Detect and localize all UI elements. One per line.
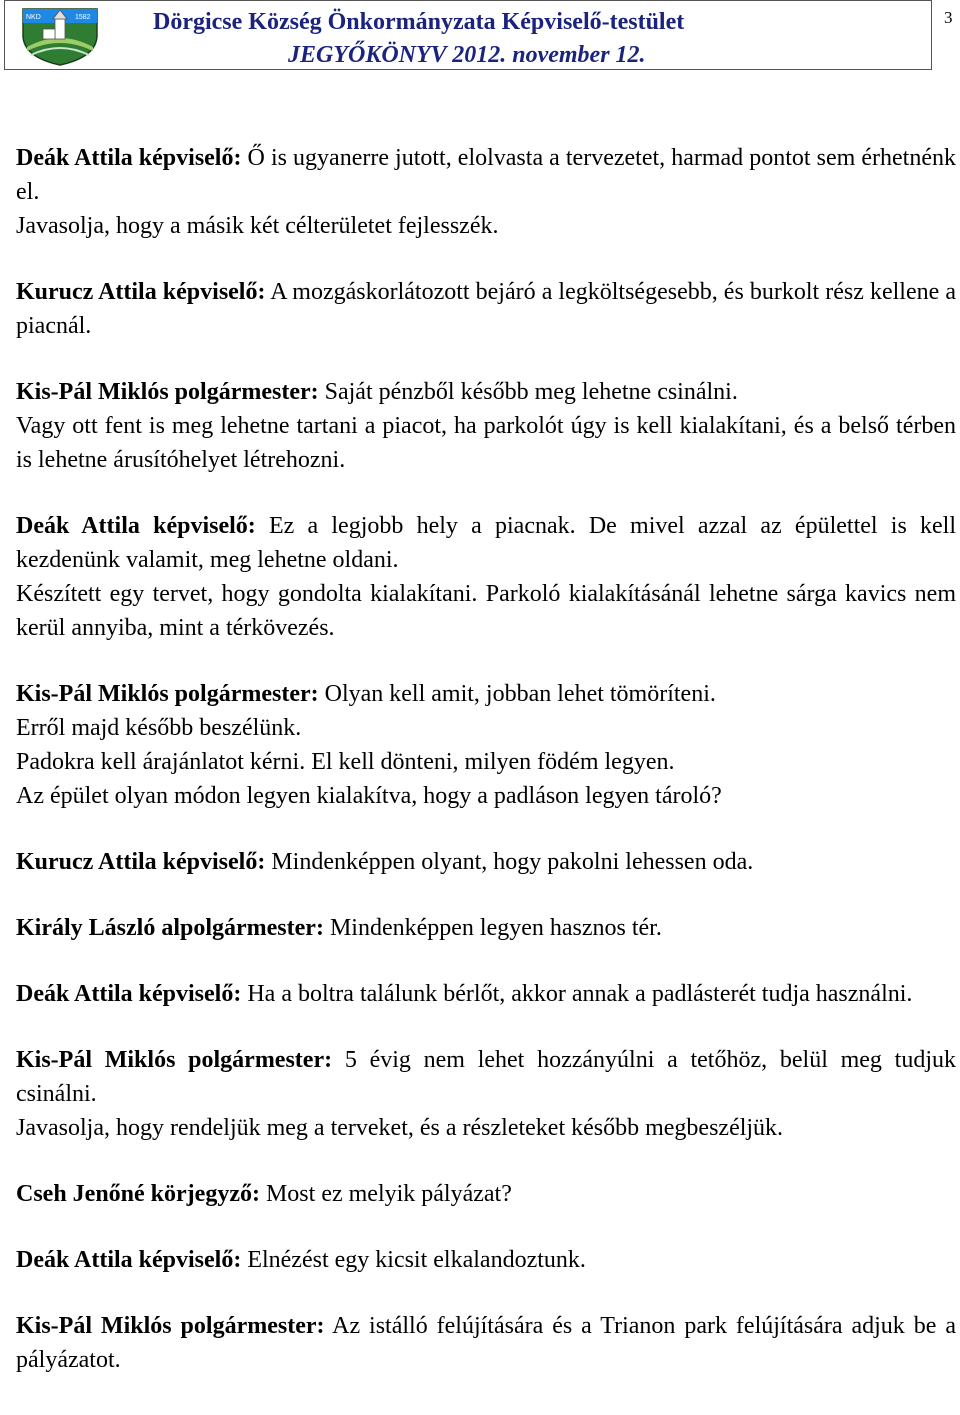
statement-line [16, 1177, 956, 1211]
minutes-paragraph [16, 275, 956, 343]
statement-line [16, 375, 956, 409]
statement-text: 5 évig nem lehet hozzányúlni a tetőhöz, belül meg tudjuk csinálni. [16, 1047, 956, 1107]
statement-line [16, 911, 956, 945]
minutes-paragraph [16, 1243, 956, 1277]
statement-text: Ez a legjobb hely a piacnak. De mivel azzal az épülettel is kell kezdenünk valamit, meg lehetne oldani. [16, 513, 956, 573]
statement-line [16, 141, 956, 209]
speaker-name: Deák Attila képviselő: [16, 145, 242, 171]
speaker-name: Kis-Pál Miklós polgármester: [16, 1313, 325, 1339]
coat-of-arms-icon [17, 5, 103, 67]
minutes-paragraph [16, 911, 956, 945]
speaker-name: Kis-Pál Miklós polgármester: [16, 379, 319, 405]
speaker-name: Király László alpolgármester: [16, 915, 324, 941]
statement-line [16, 275, 956, 343]
speaker-name: Deák Attila képviselő: [16, 981, 242, 1007]
minutes-paragraph [16, 375, 956, 477]
statement-text: Olyan kell amit, jobban lehet tömöríteni. [318, 681, 716, 707]
minutes-paragraph [16, 677, 956, 813]
statement-continuation: Készített egy tervet, hogy gondolta kialakítani. Parkoló kialakításánál lehetne sárga kavics nem kerül annyiba, mint a térkövezés. [16, 581, 956, 641]
statement-line [16, 977, 956, 1011]
speaker-name: Deák Attila képviselő: [16, 513, 256, 539]
svg-text:1582: 1582 [75, 14, 91, 21]
speaker-name: Cseh Jenőné körjegyző: [16, 1181, 260, 1207]
statement-continuation: Javasolja, hogy rendeljük meg a terveket, és a részleteket később megbeszéljük. [16, 1115, 784, 1141]
minutes-paragraph [16, 845, 956, 879]
statement-continuation: Padokra kell árajánlatot kérni. El kell dönteni, milyen födém legyen. [16, 749, 675, 775]
svg-text:NKD: NKD [26, 14, 41, 21]
speaker-name: Kurucz Attila képviselő: [16, 849, 266, 875]
statement-text: Mindenképpen olyant, hogy pakolni lehessen oda. [265, 849, 754, 875]
statement-line [16, 509, 956, 577]
speaker-name: Kis-Pál Miklós polgármester: [16, 1047, 333, 1073]
statement-text: A mozgáskorlátozott bejáró a legköltségesebb, és burkolt rész kellene a piacnál. [16, 279, 956, 339]
minutes-body [16, 141, 956, 1409]
minutes-paragraph [16, 1309, 956, 1377]
minutes-paragraph [16, 1177, 956, 1211]
statement-text: Az istálló felújítására és a Trianon park felújítására adjuk be a pályázatot. [16, 1313, 956, 1373]
minutes-paragraph [16, 1043, 956, 1145]
statement-line [16, 677, 956, 711]
document-header [4, 0, 932, 70]
speaker-name: Kurucz Attila képviselő: [16, 279, 266, 305]
statement-line [16, 845, 956, 879]
statement-line [16, 1043, 956, 1111]
statement-text: Elnézést egy kicsit elkalandoztunk. [241, 1247, 586, 1273]
statement-line [16, 1243, 956, 1277]
minutes-paragraph [16, 977, 956, 1011]
speaker-name: Deák Attila képviselő: [16, 1247, 242, 1273]
statement-line [16, 1309, 956, 1377]
statement-text: Most ez melyik pályázat? [259, 1181, 512, 1207]
page-number: 3 [944, 8, 953, 27]
minutes-paragraph [16, 141, 956, 243]
minutes-paragraph [16, 509, 956, 645]
statement-continuation: Vagy ott fent is meg lehetne tartani a piacot, ha parkolót úgy is kell kialakítani, és a belső térben is lehetne árusítóhelyet létrehozni. [16, 413, 956, 473]
statement-continuation: Az épület olyan módon legyen kialakítva, hogy a padláson legyen tároló? [16, 783, 722, 809]
statement-text: Saját pénzből később meg lehetne csinálni. [318, 379, 738, 405]
statement-text: Ő is ugyanerre jutott, elolvasta a tervezetet, harmad pontot sem érhetnénk el. [16, 145, 957, 205]
statement-text: Ha a boltra találunk bérlőt, akkor annak a padlásterét tudja használni. [241, 981, 913, 1007]
statement-continuation: Javasolja, hogy a másik két célterületet fejlesszék. [16, 213, 499, 239]
speaker-name: Kis-Pál Miklós polgármester: [16, 681, 319, 707]
statement-continuation: Erről majd később beszélünk. [16, 715, 302, 741]
statement-text: Mindenképpen legyen hasznos tér. [323, 915, 662, 941]
header-subtitle: JEGYŐKÖNYV 2012. november 12. [288, 42, 646, 68]
header-title: Dörgicse Község Önkormányzata Képviselő-testület [153, 9, 685, 35]
